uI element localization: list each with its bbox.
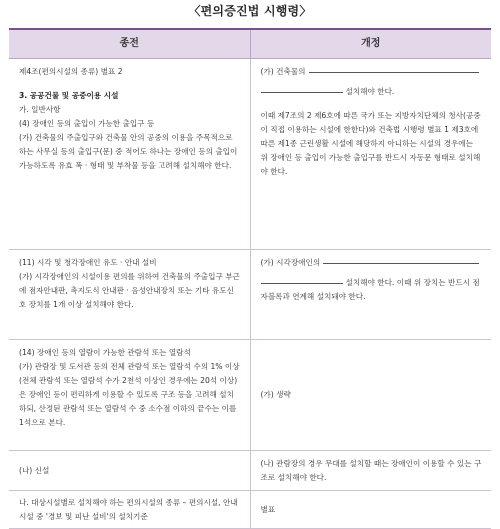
- cell-after: [251, 451, 492, 490]
- cell-before: [9, 340, 251, 450]
- item-body: (가) 시각장애인의 시설이용 편의를 위하여 건축물의 주출입구 부근에 점자안내판, 촉지도식 안내판 · 음성안내장치 또는 기타 유도신호 장치를 1개 이상 설치해야 한다.: [19, 272, 240, 309]
- page-title: 〈편의증진법 시행령〉: [188, 4, 312, 18]
- item-title: (4) 장애인 등의 출입이 가능한 출입구 등: [19, 119, 155, 128]
- cell-before: [9, 451, 251, 490]
- section-heading: 3. 공공건물 및 공중이용 시설: [19, 91, 119, 100]
- header-after: 개정: [361, 38, 381, 49]
- blank-suffix: 설치해야 한다.: [345, 87, 395, 96]
- cell-after: [251, 250, 492, 339]
- blank-rule: [309, 72, 479, 73]
- item-body: (가) 건축물의 주출입구와 건축물 안의 공중의 이용을 주목적으로 하는 사무실 등의 출입구(문) 중 적어도 하나는 장애인 등의 출입이 가능하도록 유효 폭 · 형태 및 부착물 등을 고려해 설치해야 한다.: [19, 133, 238, 170]
- article-ref: 제4조(편의시설의 종류) 별표 2: [19, 67, 123, 76]
- blank-line: [261, 256, 483, 270]
- blank-rule: [261, 92, 343, 93]
- cell-before: [9, 250, 251, 339]
- item-title: (14) 장애인 등의 열람이 가능한 관람석 또는 열람석: [19, 348, 191, 357]
- cell-after: [251, 491, 492, 528]
- item-body: (나) 관람장의 경우 무대를 설치할 때는 장애인이 이용할 수 있는 구조로 설치해야 한다.: [260, 458, 482, 482]
- item-body: 별표: [260, 504, 276, 514]
- table-row: [9, 59, 491, 250]
- table-row: [9, 340, 491, 451]
- table-row: [9, 250, 491, 340]
- item-body: (가) 관람장 및 도서관 등의 전체 관람석 또는 열람석 수의 1% 이상(전체 관람석 또는 열람석 수가 2천석 이상인 경우에는 20석 이상)은 장애인 등이 편리하게 이용할 수 있도록 구조 등을 고려해 설치하되, 산정된 관람석 또는 열람석 수 중 소수점 이하의 끝수는 이를 1석으로 본다.: [19, 362, 240, 427]
- blank-line: [261, 85, 483, 99]
- blank-prefix: (가) 시각장애인의: [260, 258, 321, 267]
- subsection: 가. 일반사항: [19, 105, 61, 114]
- cell-after: [251, 59, 492, 249]
- table-row: [9, 451, 491, 491]
- blank-prefix: (가) 건축물의: [260, 67, 306, 76]
- item-body: (가) 생략: [260, 390, 291, 399]
- blank-rule: [261, 283, 343, 284]
- header-before: 종전: [9, 30, 251, 58]
- item-title: (11) 시각 및 청각장애인 유도 · 안내 설비: [19, 258, 157, 267]
- item-body: 이때 제7조의 2 제6호에 따른 국가 또는 지방자치단체의 청사(공중이 직접 이용하는 시설에 한한다)와 건축법 시행령 별표 1 제3호에 따른 제1종 근린생활 시설에 해당하지 아니하는 시설의 경우에는 위 장애인 등 출입이 가능한 출입구를 반드시 자동문 형태로 설치해야 한다.: [260, 111, 481, 176]
- blank-suffix: 설치해야 한다. 이때 위 장치는 반드시 점자블록과 연계해 설치돼야 한다.: [260, 278, 480, 301]
- cell-after: [251, 340, 492, 450]
- item-body: (나) 신설: [19, 465, 50, 475]
- item-body: 나. 대상시설별로 설치해야 하는 편의시설의 종류 – 편의시설, 안내시설 중 '경보 및 피난 설비'의 설치기준: [19, 497, 238, 521]
- cell-before: [9, 59, 251, 249]
- comparison-table: [9, 28, 491, 529]
- blank-line: [261, 65, 483, 79]
- table-header: [9, 30, 491, 59]
- item-body: [261, 276, 483, 304]
- cell-before: [9, 491, 251, 528]
- table-row: [9, 491, 491, 529]
- blank-rule: [323, 263, 479, 264]
